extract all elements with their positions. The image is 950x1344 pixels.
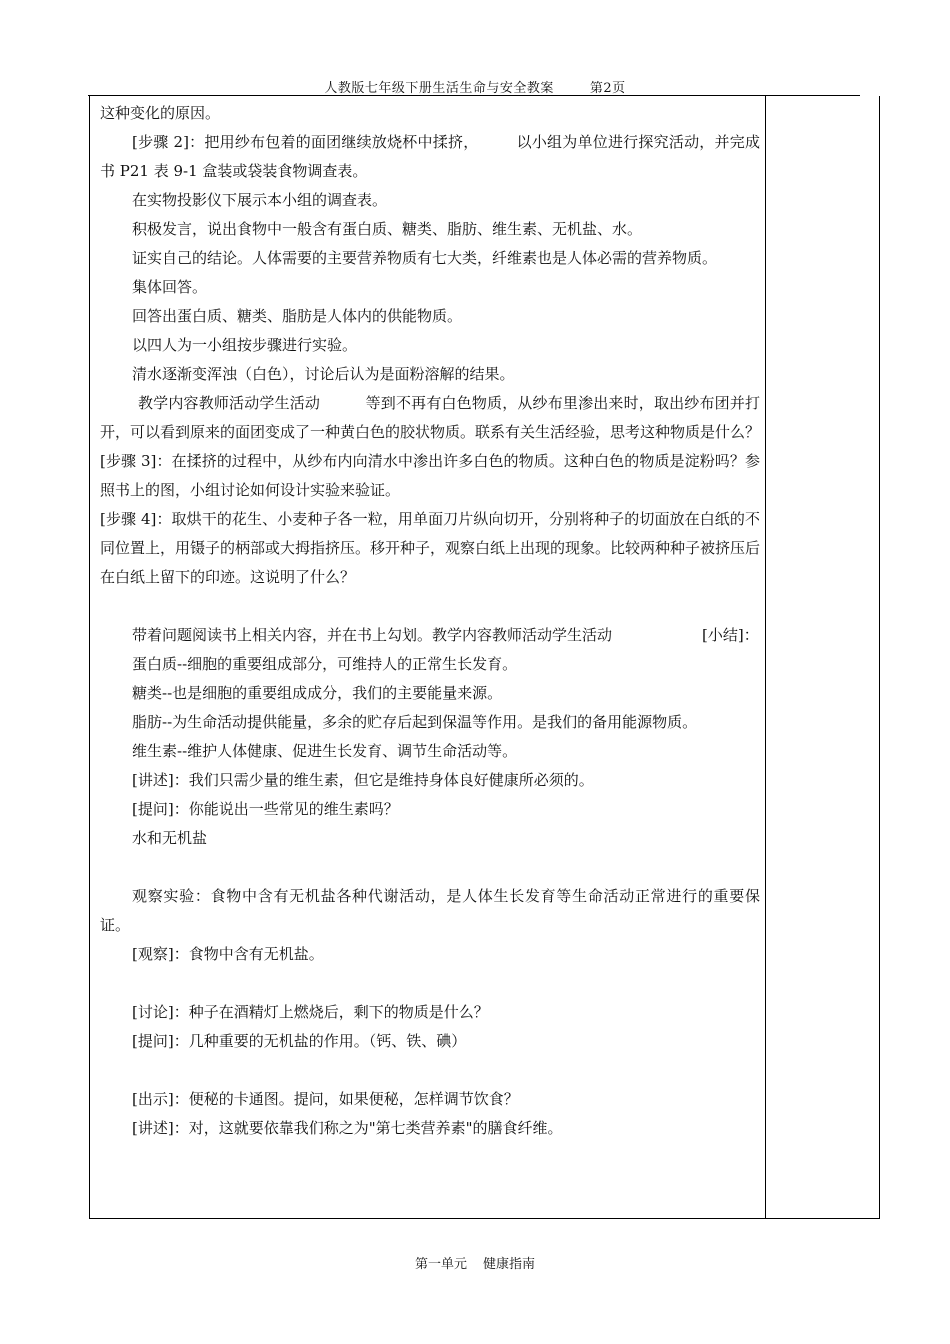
content-paragraph: [步骤 2]：把用纱布包着的面团继续放烧杯中揉挤， 以小组为单位进行探究活动，并完成书 P21 表 9-1 盒装或袋装食物调查表。 [100, 133, 760, 180]
blank-line [100, 1056, 760, 1085]
content-paragraph: [讨论]：种子在酒精灯上燃烧后，剩下的物质是什么？ [132, 1003, 489, 1021]
content-paragraph: 以四人为一小组按步骤进行实验。 [132, 336, 358, 354]
content-paragraph: [提问]：你能说出一些常见的维生素吗？ [132, 800, 399, 818]
content-paragraph: [步骤 3]：在揉挤的过程中，从纱布内向清水中渗出许多白色的物质。这种白色的物质是淀粉吗？参照书上的图，小组讨论如何设计实验来验证。 [100, 452, 760, 499]
page-header [0, 77, 950, 96]
content-paragraph: [讲述]：我们只需少量的维生素，但它是维持身体良好健康所必须的。 [132, 771, 594, 789]
content-paragraph: 观察实验：食物中含有无机盐各种代谢活动，是人体生长发育等生命活动正常进行的重要保证。 [100, 887, 760, 934]
lesson-content [100, 99, 760, 1143]
content-paragraph: 证实自己的结论。人体需要的主要营养物质有七大类，纤维素也是人体必需的营养物质。 [132, 249, 718, 267]
blank-line [100, 969, 760, 998]
footer-unit: 第一单元 [414, 1257, 467, 1272]
blank-line [100, 853, 760, 882]
blank-line [100, 592, 760, 621]
content-paragraph: [观察]：食物中含有无机盐。 [132, 945, 324, 963]
content-paragraph: [步骤 4]：取烘干的花生、小麦种子各一粒，用单面刀片纵向切开，分别将种子的切面放在白纸的不同位置上，用镊子的柄部或大拇指挤压。移开种子，观察白纸上出现的现象。比较两种种子被挤压后在白纸上留下的印迹。这说明了什么？ [100, 510, 761, 586]
content-paragraph: 回答出蛋白质、糖类、脂肪是人体内的供能物质。 [132, 307, 463, 325]
content-paragraph: 教学内容教师活动学生活动 等到不再有白色物质，从纱布里渗出来时，取出纱布团并打开，可以看到原来的面团变成了一种黄白色的胶状物质。联系有关生活经验，思考这种物质是什么？ [100, 394, 761, 441]
content-paragraph: [出示]：便秘的卡通图。提问，如果便秘，怎样调节饮食？ [132, 1090, 519, 1108]
content-paragraph: 集体回答。 [132, 278, 208, 296]
content-paragraph: 带着问题阅读书上相关内容，并在书上勾划。教学内容教师活动学生活动 [小结]： [132, 626, 759, 644]
content-paragraph: 糖类--也是细胞的重要组成成分，我们的主要能量来源。 [132, 684, 503, 702]
content-paragraph: [讲述]：对，这就要依靠我们称之为"第七类营养素"的膳食纤维。 [132, 1119, 563, 1137]
content-paragraph: 清水逐渐变浑浊（白色），讨论后认为是面粉溶解的结果。 [132, 365, 515, 383]
content-paragraph: 这种变化的原因。 [100, 104, 221, 122]
content-paragraph: 蛋白质--细胞的重要组成部分，可维持人的正常生长发育。 [132, 655, 518, 673]
content-paragraph: [提问]：几种重要的无机盐的作用。（钙、铁、碘） [132, 1032, 467, 1050]
page-footer [0, 1253, 950, 1272]
header-title: 人教版七年级下册生活生命与安全教案 [324, 81, 554, 96]
content-paragraph: 积极发言，说出食物中一般含有蛋白质、糖类、脂肪、维生素、无机盐、水。 [132, 220, 643, 238]
table-column-divider [765, 96, 766, 1219]
content-paragraph: 脂肪--为生命活动提供能量，多余的贮存后起到保温等作用。是我们的备用能源物质。 [132, 713, 698, 731]
content-paragraph: 在实物投影仪下展示本小组的调查表。 [132, 191, 388, 209]
content-paragraph: 水和无机盐 [132, 829, 208, 847]
content-paragraph: 维生素--维护人体健康、促进生长发育、调节生命活动等。 [132, 742, 518, 760]
header-page-number: 第2页 [589, 81, 626, 96]
footer-title: 健康指南 [483, 1257, 536, 1272]
